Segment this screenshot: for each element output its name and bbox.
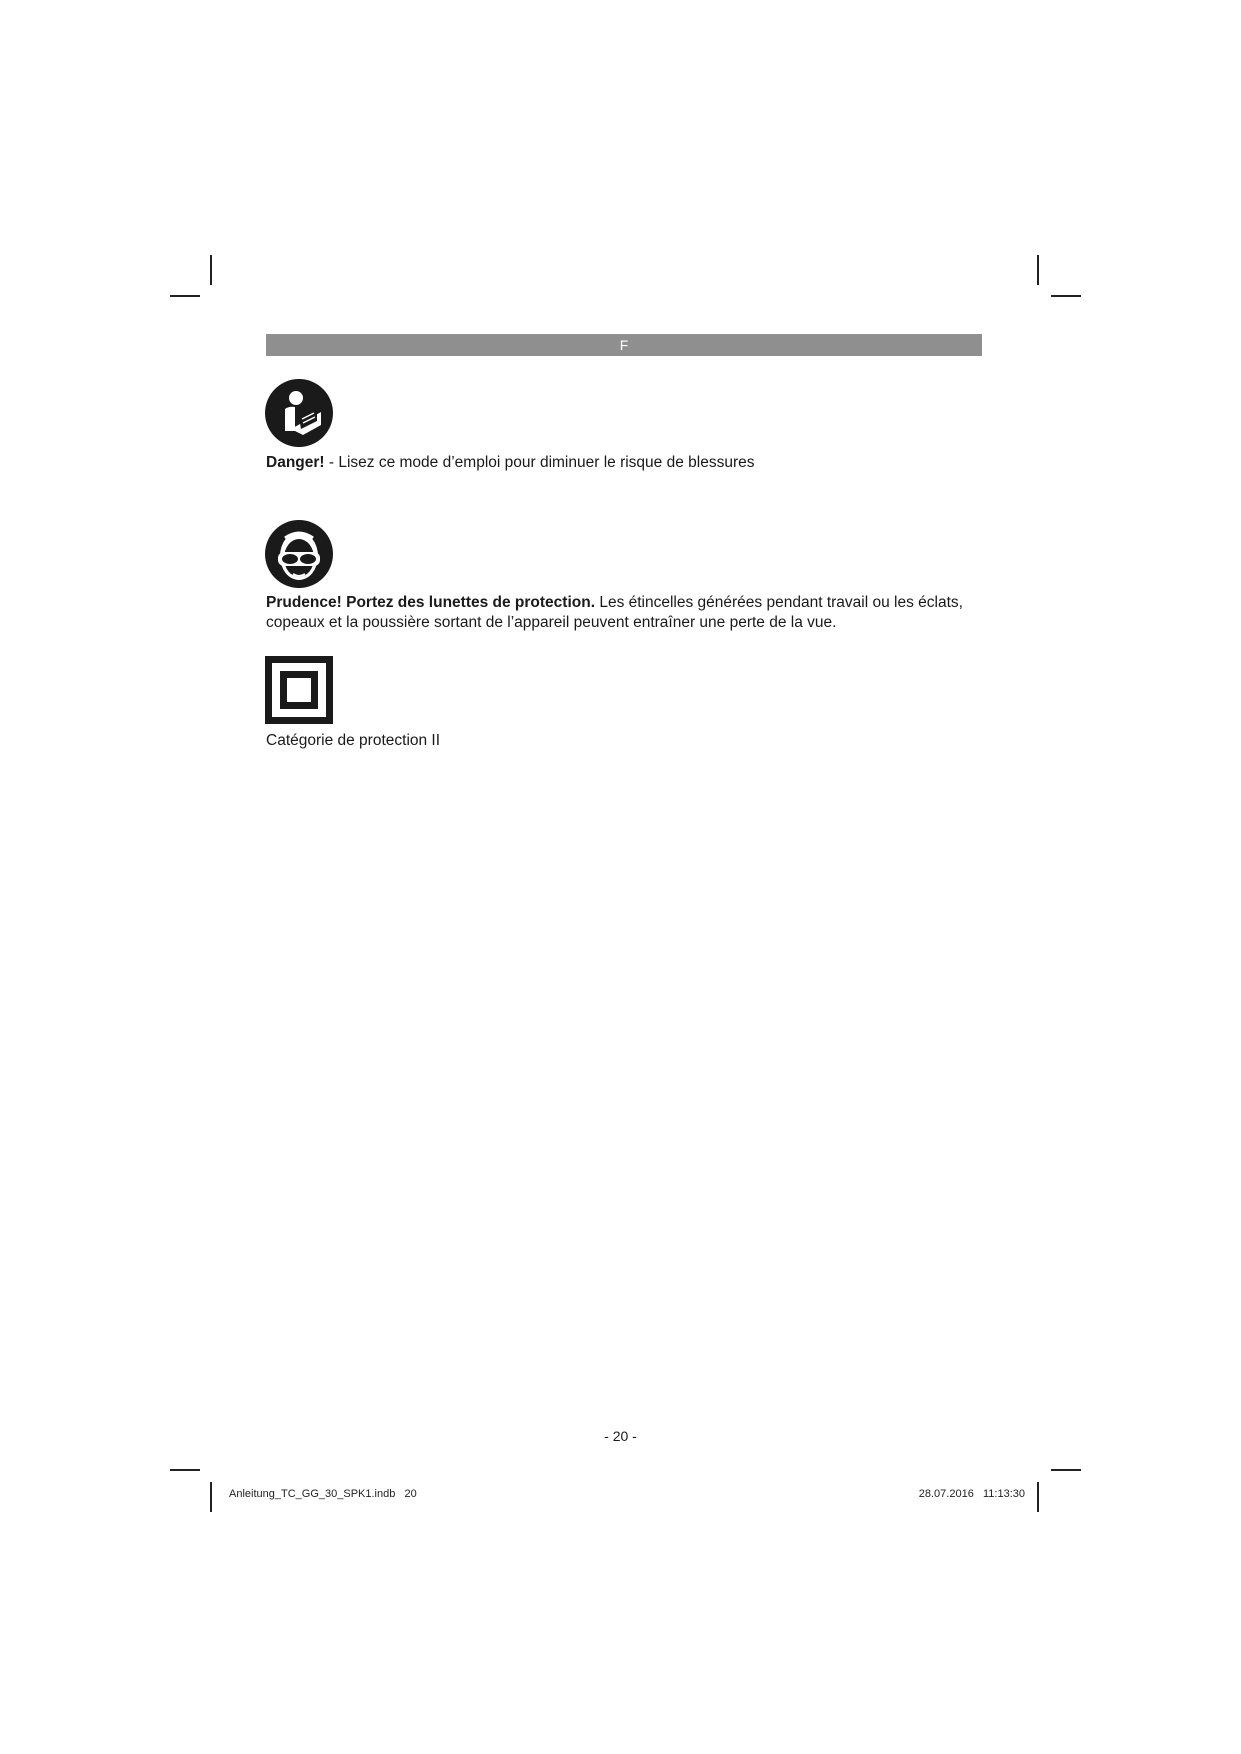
protection-class-body: Catégorie de protection II bbox=[266, 732, 441, 749]
protection-class-ii-icon bbox=[265, 656, 333, 724]
crop-mark-bottom-left-vertical bbox=[210, 1482, 212, 1512]
danger-warning-bold: Danger! bbox=[266, 454, 325, 471]
file-name-slug: Anleitung_TC_GG_30_SPK1.indb 20 bbox=[229, 1488, 417, 1500]
crop-mark-top-left-horizontal bbox=[170, 295, 200, 297]
crop-mark-top-left-vertical bbox=[210, 255, 212, 285]
read-manual-icon bbox=[265, 379, 333, 447]
crop-mark-bottom-right-horizontal bbox=[1051, 1469, 1081, 1471]
page-number: - 20 - bbox=[604, 1428, 637, 1444]
danger-warning-body: - Lisez ce mode d’emploi pour diminuer le risque de blessures bbox=[324, 454, 755, 471]
language-code: F bbox=[619, 337, 629, 353]
protection-class-text bbox=[266, 731, 986, 751]
language-header-bar bbox=[266, 334, 982, 356]
goggles-warning-bold: Prudence! Portez des lunettes de protection. bbox=[266, 594, 596, 611]
goggles-warning-text bbox=[266, 593, 986, 633]
crop-mark-bottom-left-horizontal bbox=[170, 1469, 200, 1471]
safety-goggles-icon bbox=[265, 520, 333, 588]
crop-mark-top-right-vertical bbox=[1037, 255, 1039, 285]
goggles-warning-body: Les étincelles générées pendant travail ou les éclats, copeaux et la poussière sortant de l’appareil peuvent entraîner une perte de la vue. bbox=[266, 594, 963, 631]
crop-mark-top-right-horizontal bbox=[1051, 295, 1081, 297]
timestamp-slug: 28.07.2016 11:13:30 bbox=[918, 1488, 1025, 1500]
crop-mark-bottom-right-vertical bbox=[1037, 1482, 1039, 1512]
danger-warning-text bbox=[266, 453, 986, 473]
